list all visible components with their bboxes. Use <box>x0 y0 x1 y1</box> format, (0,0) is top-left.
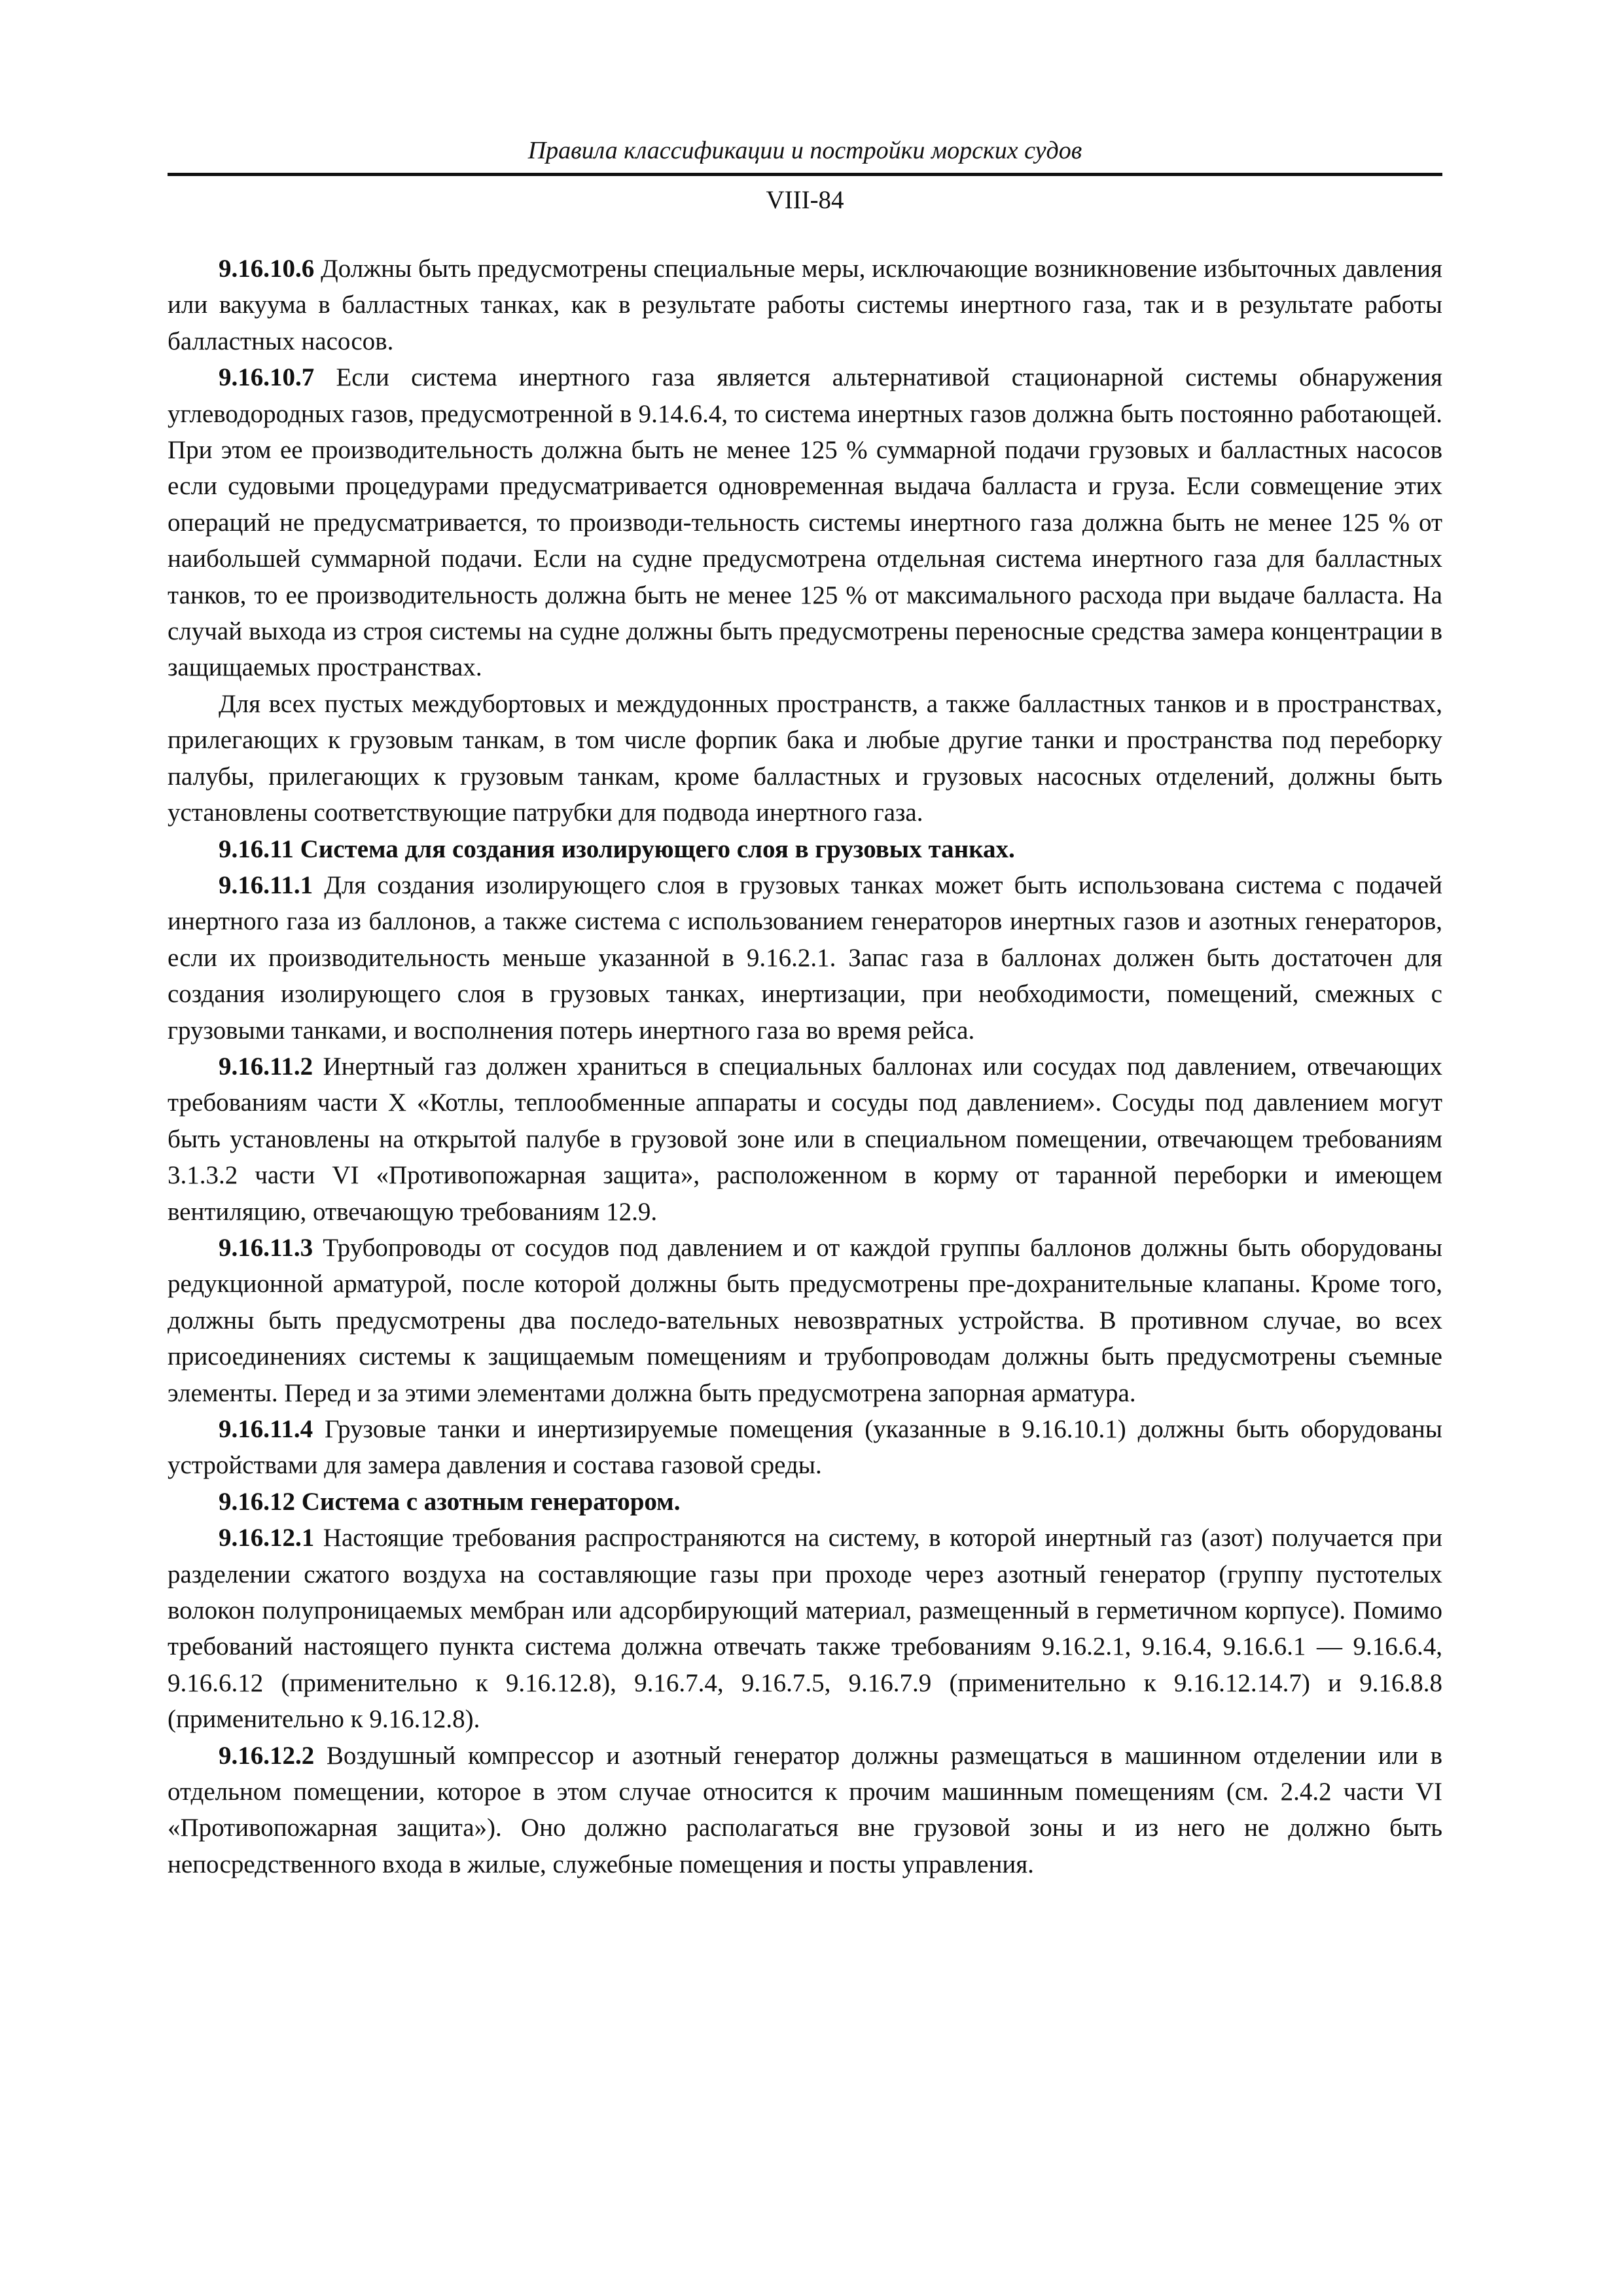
header-rule <box>168 173 1442 176</box>
clause-number: 9.16.12.2 <box>219 1741 315 1770</box>
section-heading-9-16-11: 9.16.11 Система для создания изолирующего слоя в грузовых танках. <box>219 834 1015 863</box>
paragraph-9-16-10-6 <box>168 251 1442 359</box>
paragraph-9-16-11-3 <box>168 1230 1442 1411</box>
document-body <box>168 251 1442 1882</box>
clause-number: 9.16.10.6 <box>219 255 315 283</box>
clause-number: 9.16.10.7 <box>219 363 315 392</box>
clause-text: Трубопроводы от сосудов под давлением и от каждой группы баллонов должны быть оборудованы редукционной арматурой, после которой должны быть предусмотрены пре-дохранительные клапаны. Кроме того, должны быть предусмотрены два последо-вательных невозвратных устройства. В противном случае, во всех присоединениях системы к защищаемым помещениям и трубопроводам должны быть предусмотрены съемные элементы. Перед и за этими элементами должна быть предусмотрена запорная арматура. <box>168 1233 1442 1407</box>
paragraph-9-16-10-7 <box>168 359 1442 686</box>
paragraph-inert-gas-inlets: Для всех пустых междубортовых и междудонных пространств, а также балластных танков и в пространствах, прилегающих к грузовым танкам, в том числе форпик бака и любые другие танки и пространства под переборку палубы, прилегающих к грузовым танкам, кроме балластных и грузовых насосных отделений, должны быть установлены соответствующие патрубки для подвода инертного газа. <box>168 689 1442 827</box>
clause-text: Для создания изолирующего слоя в грузовых танках может быть использована система с подачей инертного газа из баллонов, а также система с использованием генераторов инертных газов и азотных генераторов, если их производительность меньше указанной в 9.16.2.1. Запас газа в баллонах должен быть достаточен для создания изолирующего слоя в грузовых танках, инертизации, при необходимости, помещений, смежных с грузовыми танками, и восполнения потерь инертного газа во время рейса. <box>168 870 1443 1045</box>
page-number: VIII-84 <box>766 186 844 214</box>
paragraph-9-16-11-2 <box>168 1049 1442 1230</box>
clause-text: Грузовые танки и инертизируемые помещения (указанные в 9.16.10.1) должны быть оборудованы устройствами для замера давления и состава газовой среды. <box>168 1415 1442 1480</box>
clause-number: 9.16.11.4 <box>219 1415 313 1443</box>
paragraph-9-16-11-4 <box>168 1411 1442 1484</box>
clause-number: 9.16.11.3 <box>219 1233 313 1262</box>
section-heading-9-16-12: 9.16.12 Система с азотным генератором. <box>219 1487 681 1516</box>
clause-number: 9.16.12.1 <box>219 1524 315 1552</box>
clause-text: Воздушный компрессор и азотный генератор должны размещаться в машинном отделении или в отдельном помещении, которое в этом случае относится к прочим машинным помещениям (см. 2.4.2 части VI «Противопожарная защита»). Оно должно располагаться вне грузовой зоны и из него не должно быть непосредственного входа в жилые, служебные помещения и посты управления. <box>168 1741 1442 1878</box>
clause-number: 9.16.11.2 <box>219 1052 313 1081</box>
clause-number: 9.16.11.1 <box>219 870 313 899</box>
clause-text: Настоящие требования распространяются на систему, в которой инертный газ (азот) получается при разделении сжатого воздуха на составляющие газы при проходе через азотный генератор (группу пустотелых волокон полупроницаемых мембран или адсорбирующий материал, размещенный в герметичном корпусе). Помимо требований настоящего пункта система должна отвечать также требованиям 9.16.2.1, 9.16.4, 9.16.6.1 — 9.16.6.4, 9.16.6.12 (применительно к 9.16.12.8), 9.16.7.4, 9.16.7.5, 9.16.7.9 (применительно к 9.16.12.14.7) и 9.16.8.8 (применительно к 9.16.12.8). <box>168 1524 1442 1734</box>
running-title: Правила классификации и постройки морских судов <box>527 137 1082 164</box>
clause-text: Должны быть предусмотрены специальные меры, исключающие возникновение избыточных давления или вакуума в балластных танках, как в результате работы системы инертного газа, так и в результате работы балластных насосов. <box>168 255 1442 355</box>
clause-text: Инертный газ должен храниться в специальных баллонах или сосудах под давлением, отвечающих требованиям части X «Котлы, теплообменные аппараты и сосуды под давлением». Сосуды под давлением могут быть установлены на открытой палубе в грузовой зоне или в специальном помещении, отвечающем требованиям 3.1.3.2 части VI «Противопожарная защита», расположенном в корму от таранной переборки и имеющем вентиляцию, отвечающую требованиям 12.9. <box>168 1052 1443 1226</box>
paragraph-9-16-12-2 <box>168 1738 1442 1883</box>
clause-text: Если система инертного газа является альтернативой стационарной системы обнаружения углеводородных газов, предусмотренной в 9.14.6.4, то система инертных газов должна быть постоянно работающей. При этом ее производительность должна быть не менее 125 % суммарной подачи грузовых и балластных насосов если судовыми процедурами предусматривается одновременная выдача балласта и груза. Если совмещение этих операций не предусматривается, то производи-тельность системы инертного газа должна быть не менее 125 % от наибольшей суммарной подачи. Если на судне предусмотрена отдельная система инертного газа для балластных танков, то ее производительность должна быть не менее 125 % от максимального расхода при выдаче балласта. На случай выхода из строя системы на судне должны быть предусмотрены переносные средства замера концентрации в защищаемых пространствах. <box>168 363 1443 682</box>
paragraph-9-16-12-1 <box>168 1520 1442 1737</box>
paragraph-9-16-11-1 <box>168 867 1442 1049</box>
